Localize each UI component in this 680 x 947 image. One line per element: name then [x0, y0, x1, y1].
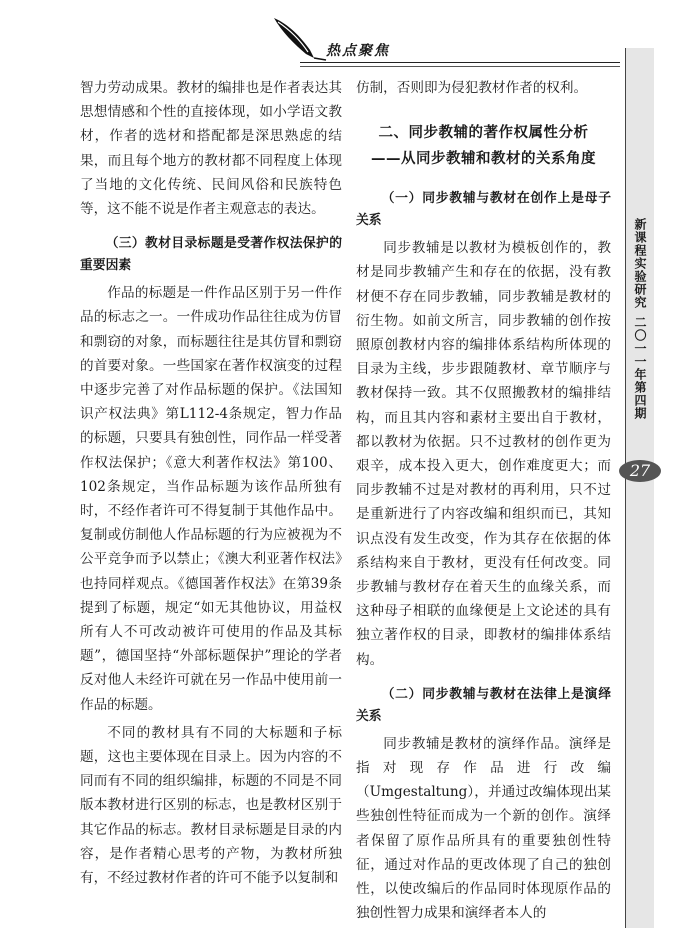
paragraph: 同步教辅是以教材为模板创作的，教材是同步教辅产生和存在的依据，没有教材便不存在同步教辅，同步教辅是教材的衍生物。如前文所言，同步教辅的创作按照原创教材内容的编排体系结构所体现的目录为主线，步步跟随教材、章节顺序与教材保持一致。其不仅照搬教材的编排结构，而且其内容和素材主要出自于教材，都以教材为依据。只不过教材的创作更为艰辛，成本投入更大，创作难度更大；而同步教辅不过是对教材的再利用，只不过是重新进行了内容改编和组织而已，其知识点没有发生改变，作为其存在依据的体系结构来自于教材，更没有任何改变。同步教辅与教材存在着天生的血缘关系，而这种母子相联的血缘便是上文论述的具有独立著作权的目录，即教材的编排体系结构。 — [356, 240, 611, 668]
page-header — [0, 0, 680, 72]
right-column — [356, 76, 611, 925]
paragraph: 作品的标题是一件作品区别于另一件作品的标志之一。一件成功作品往往成为仿冒和剽窃的对象，而标题往往是其仿冒和剽窃的首要对象。一些国家在著作权演变的过程中逐步完善了对作品标题的保护。《法国知识产权法典》第L112-4条规定，智力作品的标题，只要具有独创性，同作品一样受著作权法保护；《意大利著作权法》第100、102条规定，当作品标题为该作品所独有时，不经作者许可不得复制于其他作品中。复制或仿制他人作品标题的行为应被视为不公平竞争而予以禁止；《澳大利亚著作权法》也持同样观点。《德国著作权法》在第39条提到了标题，规定“如无其他协议，用益权所有人不可改动被许可使用的作品及其标题”，德国坚持“外部标题保护”理论的学者反对他人未经许可就在另一作品中使用前一作品的标题。 — [80, 285, 342, 713]
side-rule — [625, 48, 626, 928]
header-rule-thin — [300, 66, 620, 67]
issue-label-text: 二〇一一年第四期 — [633, 316, 647, 420]
subsection-heading: （一）同步教辅与教材在创作上是母子关系 — [356, 191, 611, 229]
page-number: 27 — [629, 461, 651, 480]
left-column — [80, 76, 342, 890]
journal-name — [628, 218, 652, 313]
paragraph: 仿制，否则即为侵犯教材作者的权利。 — [356, 80, 588, 96]
section-subtitle: ——从同步教辅和教材的关系角度 — [371, 151, 596, 168]
journal-name-text: 新课程实验研究 — [633, 218, 647, 309]
paragraph: 同步教辅是教材的演绎作品。演绎是指对现存作品进行改编（Umgestaltung），并通过改编体现出某些独创性特征而成为一个新的创作。演绎者保留了原作品所具有的重要独创性特征，通过对作品的更改体现了自己的独创性，以使改编后的作品同时体现原作品的独创性智力成果和演绎者本人的 — [356, 735, 611, 922]
paragraph: 不同的教材具有不同的大标题和子标题，这也主要体现在目录上。因为内容的不同而有不同的组织编排，标题的不同是不同版本教材进行区别的标志，也是教材区别于其它作品的标志。教材目录标题是目录的内容，是作者精心思考的产物，为教材所独有，不经过教材作者的许可不能予以复制和 — [80, 724, 342, 887]
column-title: 热点聚焦 — [326, 43, 390, 59]
paragraph: 智力劳动成果。教材的编排也是作者表达其思想情感和个性的直接体现，如小学语文教材，作者的选材和搭配都是深思熟虑的结果，而且每个地方的教材都不同程度上体现了当地的文化传统、民间风俗和民族特色等，这不能不说是作者主观意志的表达。 — [80, 80, 342, 218]
header-rule — [300, 62, 620, 63]
pen-nib-icon — [270, 14, 330, 62]
section-title: 二、同步教辅的著作权属性分析 — [378, 125, 589, 142]
subsection-heading: （二）同步教辅与教材在法律上是演绎关系 — [356, 686, 611, 724]
side-tab — [626, 48, 654, 928]
subsection-heading: （三）教材目录标题是受著作权法保护的重要因素 — [80, 236, 342, 274]
issue-label — [628, 316, 652, 424]
